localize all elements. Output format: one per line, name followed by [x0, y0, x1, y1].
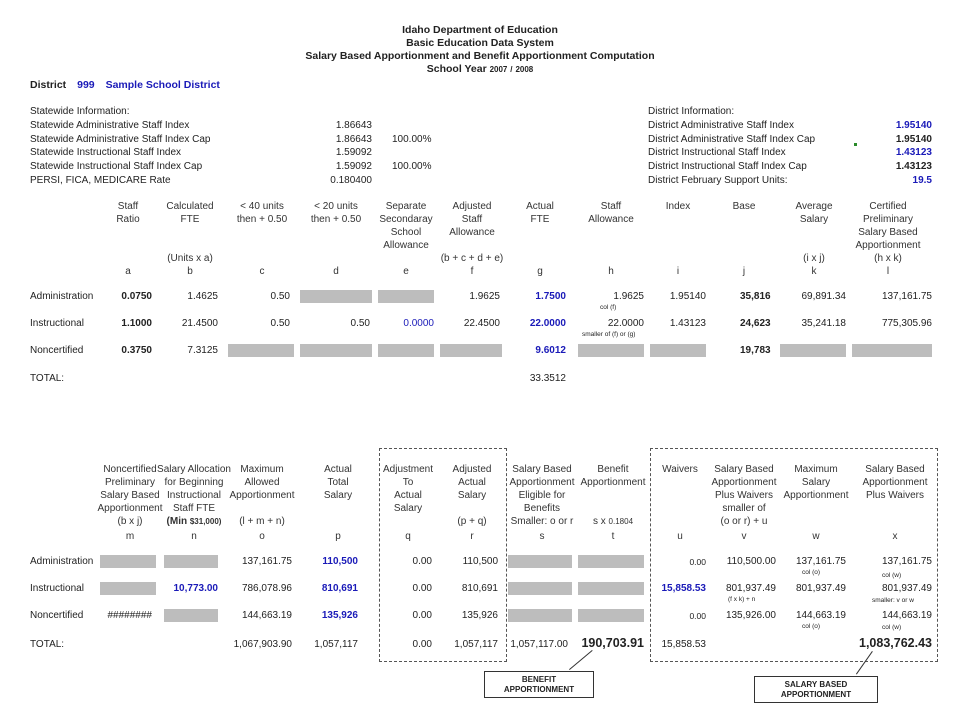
col-letter-a: a: [125, 266, 131, 277]
header-r: Adjusted Actual Salary (p + q): [452, 464, 492, 527]
header-i: Index: [665, 201, 691, 212]
cell-admin-u: 0.00: [689, 557, 706, 567]
gray-cell: [578, 344, 644, 357]
statewide-label-4: Statewide Instructional Staff Index Cap: [30, 161, 203, 173]
cell-admin-b: 1.4625: [187, 291, 218, 302]
gray-cell: [378, 290, 434, 303]
col-letter-q: q: [405, 531, 411, 542]
district-info-label-2: District Administrative Staff Index Cap: [648, 133, 816, 145]
note-noncert-w: col (o): [802, 623, 821, 630]
cell-total-u: 15,858.53: [661, 639, 706, 650]
cell-noncert-j: 19,783: [740, 345, 771, 356]
col-letter-w: w: [812, 531, 820, 542]
col-letter-c: c: [259, 266, 265, 277]
col-letter-v: v: [741, 531, 747, 542]
cell-instr-q: 0.00: [412, 583, 432, 594]
header-k: Average Salary: [795, 201, 833, 225]
cell-admin-k: 69,891.34: [801, 291, 846, 302]
cell-instr-v: 801,937.49: [725, 583, 776, 594]
header-f: Adjusted Staff Allowance: [449, 201, 495, 238]
col-letter-u: u: [677, 531, 683, 542]
cell-noncert-m: ########: [107, 610, 152, 621]
row-label-instr: Instructional: [30, 318, 84, 329]
salary-based-apportionment-callout: SALARY BASED APPORTIONMENT: [754, 676, 878, 703]
cell-admin-w: 137,161.75: [795, 556, 846, 567]
cell-admin-g: 1.7500: [535, 291, 566, 302]
cell-total-o: 1,067,903.90: [233, 639, 292, 650]
district-info-values: [860, 119, 932, 188]
header-t-formula: s x 0.1804: [592, 516, 634, 527]
gray-cell: [508, 609, 572, 622]
cell-total-p: 1,057,117: [314, 639, 358, 650]
gray-cell: [780, 344, 846, 357]
statewide-heading: Statewide Information:: [30, 106, 130, 117]
school-year-sep: /: [510, 65, 513, 74]
header-m: Noncertified Preliminary Salary Based Apportionment (b x j): [97, 464, 163, 527]
cell-total-t: 190,703.91: [581, 636, 644, 650]
col-letter-b: b: [187, 266, 193, 277]
cell-instr-k: 35,241.18: [801, 318, 846, 329]
cell-instr-f: 22.4500: [463, 318, 500, 329]
col-letter-k: k: [811, 266, 817, 277]
cell-total-x: 1,083,762.43: [859, 636, 932, 650]
header-j: Base: [732, 201, 756, 212]
col-letter-d: d: [333, 266, 339, 277]
header-h: Staff Allowance: [588, 201, 634, 225]
cell-admin-i: 1.95140: [669, 291, 706, 302]
cell-noncert-a: 0.3750: [121, 345, 152, 356]
header-g: Actual FTE: [526, 201, 554, 225]
statewide-info: [30, 105, 210, 188]
col-letter-g: g: [537, 266, 543, 277]
note-admin-w: col (o): [802, 569, 821, 576]
cell-instr-c: 0.50: [270, 318, 290, 329]
district-name: Sample School District: [105, 79, 220, 91]
district-info-label-4: District Instructional Staff Index Cap: [648, 161, 807, 173]
cell-instr-o: 786,078.96: [241, 583, 292, 594]
cell-instr-p: 810,691: [321, 583, 358, 594]
statewide-value-2: 1.86643: [335, 133, 372, 145]
row-label-admin-bottom: Administration: [30, 556, 94, 567]
header-x: Salary Based Apportionment Plus Waivers: [862, 464, 928, 501]
col-letter-r: r: [470, 531, 474, 542]
col-letter-i: i: [676, 266, 680, 277]
col-letter-j: j: [742, 266, 746, 277]
header-v: Salary Based Apportionment Plus Waivers smaller of (o or r) + u: [711, 464, 777, 527]
gray-cell: [100, 582, 156, 595]
cell-admin-v: 110,500.00: [726, 556, 776, 567]
cell-instr-g: 22.0000: [529, 318, 566, 329]
statewide-value-3: 1.59092: [335, 147, 372, 159]
note-noncert-x: col (w): [882, 624, 902, 631]
cell-total-s: 1,057,117.00: [510, 639, 568, 650]
cell-instr-r: 810,691: [461, 583, 498, 594]
report-title: [0, 24, 960, 76]
header-q: Adjustment To Actual Salary: [382, 464, 434, 514]
district-line: [30, 79, 220, 91]
title-line-1: Idaho Department of Education: [402, 24, 558, 36]
cell-marker: [854, 143, 857, 146]
col-letter-m: m: [125, 531, 135, 542]
col-letter-e: e: [403, 266, 409, 277]
header-o: Maximum Allowed Apportionment (l + m + n): [229, 464, 295, 527]
statewide-pct-2: 100.00%: [392, 133, 432, 145]
benefit-apportionment-callout: BENEFIT APPORTIONMENT: [484, 671, 594, 698]
cell-noncert-v: 135,926.00: [725, 610, 776, 621]
header-w: Maximum Salary Apportionment: [783, 464, 849, 501]
district-label: District: [30, 79, 67, 91]
cell-noncert-p: 135,926: [321, 610, 358, 621]
cell-noncert-x: 144,663.19: [881, 610, 932, 621]
cell-admin-c: 0.50: [270, 291, 290, 302]
cell-instr-l: 775,305.96: [881, 318, 932, 329]
statewide-pcts: [392, 119, 431, 174]
gray-cell: [578, 555, 644, 568]
gray-cell: [100, 555, 156, 568]
cell-admin-r: 110,500: [462, 556, 498, 567]
district-info-value-3: 1.43123: [895, 147, 932, 159]
col-letter-n: n: [191, 531, 197, 542]
cell-instr-e: 0.0000: [403, 318, 434, 329]
col-letter-o: o: [259, 531, 265, 542]
cell-noncert-g: 9.6012: [535, 345, 566, 356]
cell-instr-b: 21.4500: [181, 318, 218, 329]
gray-cell: [650, 344, 706, 357]
cell-admin-l: 137,161.75: [881, 291, 932, 302]
statewide-label-5: PERSI, FICA, MEDICARE Rate: [30, 174, 171, 186]
statewide-value-5: 0.180400: [330, 174, 372, 186]
statewide-label-2: Statewide Administrative Staff Index Cap: [30, 133, 211, 145]
gray-cell: [300, 290, 372, 303]
cell-instr-h: 22.0000: [607, 318, 644, 329]
gray-cell: [578, 609, 644, 622]
gray-cell: [508, 555, 572, 568]
cell-noncert-u: 0.00: [689, 611, 706, 621]
header-u: Waivers: [662, 464, 698, 475]
col-letter-t: t: [611, 531, 615, 542]
gray-cell: [228, 344, 294, 357]
cell-total-q: 0.00: [412, 639, 432, 650]
cell-noncert-r: 135,926: [461, 610, 498, 621]
col-letter-p: p: [335, 531, 341, 542]
cell-admin-f: 1.9625: [469, 291, 500, 302]
statewide-value-4: 1.59092: [335, 161, 372, 173]
row-label-instr-bottom: Instructional: [30, 583, 84, 594]
cell-instr-a: 1.1000: [121, 318, 152, 329]
header-t: Benefit Apportionment: [580, 464, 646, 488]
col-letter-s: s: [539, 531, 545, 542]
note-instr-x: smaller: v or w: [872, 597, 914, 604]
cell-admin-o: 137,161.75: [241, 556, 292, 567]
cell-admin-q: 0.00: [412, 556, 432, 567]
district-number: 999: [77, 79, 95, 91]
title-line-2: Basic Education Data System: [406, 37, 554, 49]
cell-instr-d: 0.50: [350, 318, 370, 329]
cell-noncert-o: 144,663.19: [241, 610, 292, 621]
cell-admin-x: 137,161.75: [881, 556, 932, 567]
header-f-note: (b + c + d + e): [440, 253, 504, 264]
header-d: < 20 units then + 0.50: [310, 201, 362, 225]
cell-instr-n: 10,773.00: [173, 583, 218, 594]
gray-cell: [508, 582, 572, 595]
cell-noncert-b: 7.3125: [187, 345, 218, 356]
header-e: Separate Secondaray School Allowance: [379, 201, 433, 251]
gray-cell: [852, 344, 932, 357]
cell-total-g: 33.3512: [529, 373, 566, 384]
gray-cell: [300, 344, 372, 357]
district-info-label-1: District Administrative Staff Index: [648, 119, 794, 131]
statewide-label-3: Statewide Instructional Staff Index: [30, 147, 182, 159]
row-label-noncert-bottom: Noncertified: [30, 610, 84, 621]
cell-instr-i: 1.43123: [669, 318, 706, 329]
district-info-value-5: 19.5: [912, 174, 932, 186]
header-l: Certified Preliminary Salary Based Apportionment: [855, 201, 921, 251]
gray-cell: [164, 609, 218, 622]
statewide-pct-1: [392, 119, 431, 133]
header-c: < 40 units then + 0.50: [236, 201, 288, 225]
statewide-value-1: 1.86643: [335, 119, 372, 131]
district-info-label-5: District February Support Units:: [648, 174, 788, 186]
header-p: Actual Total Salary: [323, 464, 353, 501]
row-label-noncert: Noncertified: [30, 345, 84, 356]
note-instr-h: smaller of (f) or (g): [582, 331, 636, 338]
cell-admin-j: 35,816: [740, 291, 771, 302]
gray-cell: [578, 582, 644, 595]
cell-admin-a: 0.0750: [121, 291, 152, 302]
header-n: Salary Allocation for Beginning Instructional Staff FTE: [157, 464, 231, 514]
cell-admin-p: 110,500: [322, 556, 358, 567]
header-k-note: (i x j): [803, 253, 825, 264]
header-n-min: (Min $31,000): [166, 516, 222, 527]
cell-instr-j: 24,623: [740, 318, 771, 329]
note-admin-h: col (f): [600, 304, 617, 311]
district-info-value-4: 1.43123: [895, 161, 932, 173]
district-info-value-1: 1.95140: [895, 119, 932, 131]
title-line-3: Salary Based Apportionment and Benefit Apportionment Computation: [305, 50, 655, 62]
statewide-values: [300, 119, 372, 188]
statewide-label-1: Statewide Administrative Staff Index: [30, 119, 190, 131]
row-label-total-bottom: TOTAL:: [30, 639, 65, 650]
district-info-value-2: 1.95140: [895, 133, 932, 145]
cell-instr-u: 15,858.53: [661, 583, 706, 594]
district-info: [648, 105, 815, 188]
col-letter-h: h: [608, 266, 614, 277]
cell-instr-x: 801,937.49: [881, 583, 932, 594]
cell-noncert-w: 144,663.19: [795, 610, 846, 621]
col-letter-f: f: [470, 266, 474, 277]
col-letter-l: l: [886, 266, 890, 277]
header-b-note: (Units x a): [167, 253, 213, 264]
row-label-admin: Administration: [30, 291, 94, 302]
cell-admin-h: 1.9625: [613, 291, 644, 302]
gray-cell: [164, 555, 218, 568]
cell-noncert-q: 0.00: [412, 610, 432, 621]
gray-cell: [440, 344, 502, 357]
header-s: Salary Based Apportionment Eligible for Benefits Smaller: o or r: [509, 464, 575, 527]
cell-instr-w: 801,937.49: [795, 583, 846, 594]
school-year: [0, 63, 960, 76]
row-label-total-top: TOTAL:: [30, 373, 65, 384]
note-instr-v: (f x k) + n: [728, 596, 756, 603]
col-letter-x: x: [892, 531, 898, 542]
cell-total-r: 1,057,117: [454, 639, 498, 650]
school-year-start: 2007: [489, 65, 508, 74]
header-b: Calculated FTE: [166, 201, 214, 225]
district-info-label-3: District Instructional Staff Index: [648, 147, 786, 159]
district-info-heading: District Information:: [648, 106, 735, 117]
school-year-label: School Year: [426, 63, 487, 75]
school-year-end: 2008: [515, 65, 534, 74]
gray-cell: [378, 344, 434, 357]
statewide-pct-3: [392, 146, 431, 160]
header-a: Staff Ratio: [116, 201, 140, 225]
note-admin-x: col (w): [882, 572, 902, 579]
statewide-pct-4: 100.00%: [392, 161, 432, 173]
header-l-note: (h x k): [874, 253, 902, 264]
callout-pointer: [569, 650, 593, 670]
